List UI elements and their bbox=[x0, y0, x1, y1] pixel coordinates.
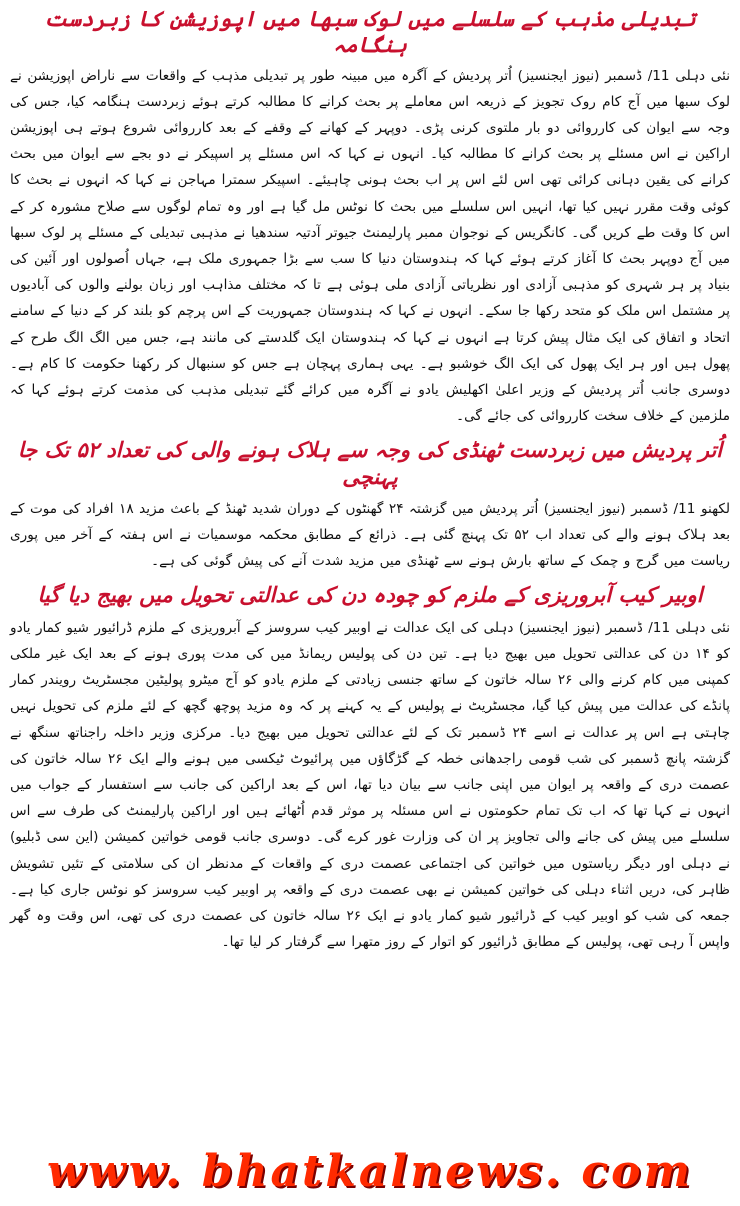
article-2-headline: اُتر پردیش میں زبردست ٹھنڈی کی وجہ سے ہلاک ہونے والی کی تعداد ۵۲ تک جا پہنچی bbox=[17, 438, 723, 489]
article-3-headline: اوبیر کیب آبروریزی کے ملزم کو چودہ دن کی عدالتی تحویل میں بھیج دیا گیا bbox=[37, 583, 703, 608]
article-2-body: لکھنو 11/ ڈسمبر (نیوز ایجنسیز) اُتر پردیش میں گزشتہ ۲۴ گھنٹوں کے دوران شدید ٹھنڈ کے باعث مزید ۱۸ افراد کی موت کے بعد ہلاک ہونے والے کی تعداد اب ۵۲ تک پہنچ گئی ہے۔ ذرائع کے مطابق محکمہ موسمیات نے اس ہفتہ کے آخر میں پوری ریاست میں گرج و چمک کے ساتھ بارش ہونے سے ٹھنڈی میں مزید شدت آنے کی پیش گوئی کی ہے۔ bbox=[10, 500, 730, 570]
article-1-headline: تبدیلی مذہب کے سلسلے میں لوک سبھا میں اپوزیشن کا زبردست ہنگامہ bbox=[44, 7, 696, 58]
article-1-body: نئی دہلی 11/ ڈسمبر (نیوز ایجنسیز) اُتر پردیش کے آگرہ میں مبینہ طور پر تبدیلی مذہب کے واقعات سے ناراض اپوزیشن نے لوک سبھا میں آج کام روک تجویز کے ذریعہ اس معاملے پر بحث کرانے کا مطالبہ کرتے ہوئے زبردست ہنگامہ کیا، جس کی وجہ سے ایوان کی کارروائی دو بار ملتوی کرنی پڑی۔ دوپہر کے کھانے کے وقفے کے بعد کارروائی شروع ہوتے ہی اپوزیشن اراکین نے اس مسئلے پر بحث کرانے کا مطالبہ کیا۔ انہوں نے کہا کہ اس مسئلے پر اسپیکر نے دو بجے سے ایوان میں بحث کرانے کی یقین دہانی کرائی تھی اس لئے اس پر اب بحث ہونی چاہیئے۔ اسپیکر سمترا مہاجن نے کہا کہ انہوں نے بحث کا کوئی وقت مقرر نہیں کیا تھا، انہیں اس سلسلے میں بحث کا نوٹس مل گیا ہے اور وہ تمام لوگوں سے صلاح مشورہ کر کے اس کا وقت طے کریں گی۔ کانگریس کے نوجوان ممبر پارلیمنٹ جیوتر آدتیہ سندھیا نے مذہبی تبدیلی کے مسئلے پر لوک سبھا میں آج دوپہر بحث کا آغاز کرتے ہوئے کہا کہ ہندوستان دنیا کا سب سے بڑا جمہوری ملک ہے، جہاں اُصولوں اور آئین کی بنیاد پر ہر شہری کو مذہبی آزادی اور نظریاتی آزادی ملی ہوئی ہے تا کہ مختلف مذاہب اور زبان بولنے والوں کی آبادیوں پر مشتمل اس ملک کو متحد رکھا جا سکے۔ انہوں نے کہا کہ ہندوستان جمہوریت کے اس پرچم کو بلند کر کے دنیا کے سامنے اتحاد و اتفاق کی ایک مثال پیش کرتا ہے انہوں نے کہا کہ ہندوستان ایک گلدستے کی مانند ہے، جس میں الگ الگ طرح کے پھول ہیں اور ہر ایک پھول کی ایک الگ خوشبو ہے۔ یہی ہماری پہچان ہے جس کو سنبھال کر رکھنا حکومت کا کام ہے۔ دوسری جانب اُتر پردیش کے وزیر اعلیٰ اکھلیش یادو نے آگرہ میں کرائے گئے تبدیلی مذہب کی مذمت کرتے ہوئے کہا کہ ملزمین کے خلاف سخت کارروائی کی جائے گی۔ bbox=[10, 67, 730, 425]
article-3-body: نئی دہلی 11/ ڈسمبر (نیوز ایجنسیز) دہلی کی ایک عدالت نے اوبیر کیب سروسز کے آبروریزی کے ملزم ڈرائیور شیو کمار یادو کو ۱۴ دن کی عدالتی تحویل میں بھیج دیا ہے۔ تین دن کی پولیس ریمانڈ میں کی مدت پوری ہونے کے بعد ایک غیر ملکی کمپنی میں کام کرنے والی ۲۶ سالہ خاتون کے ساتھ جنسی زیادتی کے ملزم یادو کو آج میٹرو پولیٹین مجسٹریٹ رویندر کمار پانڈے کی عدالت میں پیش کیا گیا، مجسٹریٹ نے پولیس کے یہ کہنے پر کہ وہ مزید پوچھ گچھ کے لئے ملزم کی تحویل نہیں چاہتی ہے اس پر عدالت نے اسے ۲۴ ڈسمبر تک کے لئے عدالتی تحویل میں بھیج دیا۔ مرکزی وزیر داخلہ راجناتھ سنگھ نے گزشتہ پانچ ڈسمبر کی شب قومی راجدھانی خطہ کے گڑگاؤں میں پرائیوٹ ٹیکسی میں ہونے والے ایک ۲۶ سالہ خاتون کی عصمت دری کے واقعہ پر ایوان میں اپنی جانب سے بیان دیا تھا، اس کے بعد اراکین کی جانب سے استفسار کے جواب میں انہوں نے کہا تھا کہ اب تک تمام حکومتوں نے اس مسئلہ پر موثر قدم اُٹھائے ہیں اور اراکین پارلیمنٹ کی طرف سے اس سلسلے میں پیش کی جانے والی تجاویز پر ان کی وزارت غور کرے گی۔ دوسری جانب قومی خواتین کمیشن (این سی ڈبلیو) نے دہلی اور دیگر ریاستوں میں خواتین کی اجتماعی عصمت دری کے واقعات کے مدنظر ان کی سلامتی کے تئیں تشویش ظاہر کی، دریں اثناء دہلی کی خواتین کمیشن نے بھی عصمت دری کے واقعہ پر اوبیر کیب سروسز کو نوٹس جاری کیا ہے۔ جمعہ کی شب کو اوبیر کیب کے ڈرائیور شیو کمار یادو نے ایک ۲۶ سالہ خاتون کی عصمت دری کی تھی، اس وقت وہ گھر واپس آ رہی تھی، پولیس کے مطابق ڈرائیور کو اتوار کے روز متھرا سے گرفتار کر لیا تھا۔ bbox=[10, 619, 730, 951]
site-watermark: www. bhatkalnews. com bbox=[46, 1146, 694, 1197]
